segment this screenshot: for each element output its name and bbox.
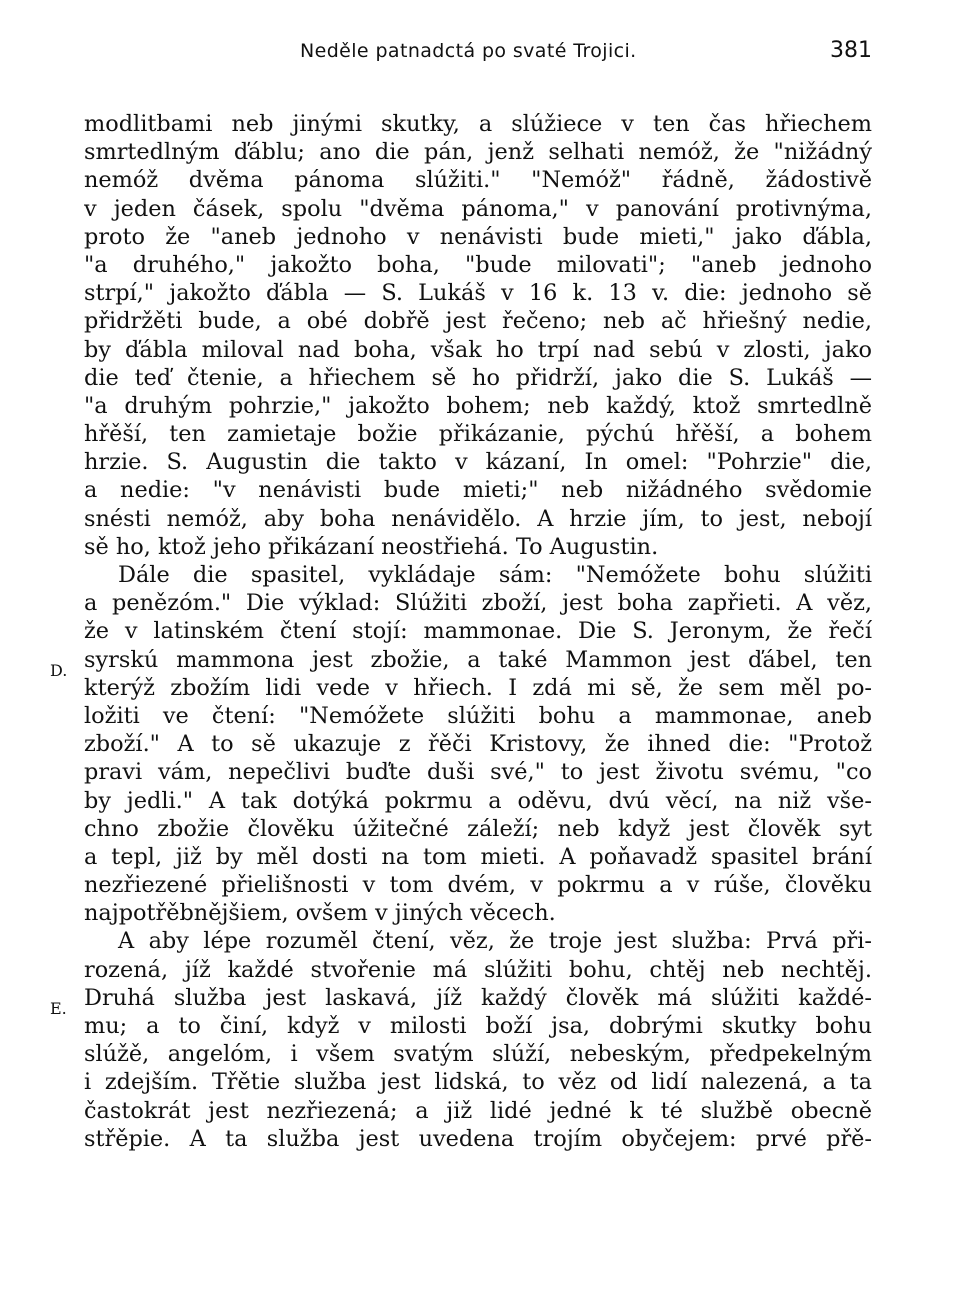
margin-mark-e: E. [50, 999, 67, 1018]
text-line: i zdejším. Třětie služba jest lidská, to věz od lidí nalezená, a ta [84, 1069, 872, 1096]
text-line: "a druhého," jakožto boha, "bude milovati"; "aneb jednoho [84, 251, 872, 278]
page-header [300, 34, 872, 74]
text-line: a nedie: "v nenávisti bude mieti;" neb nižádného svědomie [84, 477, 872, 504]
text-line: chno zbožie člověku úžitečné záleží; neb když jest člověk syt [84, 815, 872, 842]
text-line: přidržěti bude, a obé dobřě jest řečeno; neb ač hřiešný nedie, [84, 308, 872, 335]
text-line: kterýž zbožím lidi vede v hřiech. I zdá mi sě, že sem měl po- [84, 674, 872, 701]
text-line: Dále die spasitel, vykládaje sám: "Nemóžete bohu slúžiti [118, 562, 872, 588]
text-line: rozená, jíž každé stvořenie má slúžiti bohu, chtěj neb nechtěj. [84, 956, 872, 983]
running-title: Neděle patnadctá po svaté Trojici. [300, 40, 637, 62]
text-line: častokrát jest nezřiezená; a již lidé jedné k té službě obecně [84, 1097, 872, 1124]
text-line: proto že "aneb jednoho v nenávisti bude mieti," jako ďábla, [84, 223, 872, 250]
text-line: hřěší, ten zamietaje božie přikázanie, pýchú hřěší, a bohem [84, 421, 872, 448]
text-line: pravi vám, nepečlivi buďte duši své," to jest životu svému, "co [84, 759, 872, 786]
text-line: slúžě, angelóm, i všem svatým slúží, nebeským, předpekelným [84, 1041, 872, 1068]
text-line: střěpie. A ta služba jest uvedena trojím obyčejem: prvé přě- [84, 1125, 872, 1152]
text-line: a penězóm." Die výklad: Slúžiti zboží, jest boha zapřieti. A věz, [84, 590, 872, 617]
margin-mark-d: D. [50, 661, 68, 680]
text-line: A aby lépe rozuměl čtení, věz, že troje jest služba: Prvá při- [118, 928, 872, 955]
page-number: 381 [830, 38, 872, 63]
text-line: "a druhým pohrzie," jakožto bohem; neb každý, ktož smrtedlně [84, 392, 872, 419]
text-line: ložiti ve čtení: "Nemóžete slúžiti bohu a mammonae, aneb [84, 702, 872, 729]
text-line: by jedli." A tak dotýká pokrmu a oděvu, dvú věcí, na niž vše- [84, 787, 872, 814]
text-line: modlitbami neb jinými skutky, a slúžiece v ten čas hřiechem [84, 111, 872, 137]
text-line: syrskú mammona jest zbožie, a také Mammon jest ďábel, ten [84, 646, 872, 673]
text-line: že v latinském čtení stojí: mammonae. Die S. Jeronym, že řečí [84, 618, 872, 645]
text-line: najpotřěbnějšiem, ovšem v jiných věcech. [84, 900, 556, 927]
text-line: nemóž dvěma pánoma slúžiti." "Nemóž" řádně, žádostivě [84, 167, 872, 194]
text-line: Druhá služba jest laskavá, jíž každý člověk má slúžiti každé- [84, 984, 872, 1011]
text-line: by ďábla miloval nad boha, však ho trpí nad sebú v zlosti, jako [84, 336, 872, 363]
text-line: smrtedlným ďáblu; ano die pán, jenž selhati nemóž, že "nižádný [84, 139, 872, 166]
text-line: snésti nemóž, aby boha nenávidělo. A hrzie jím, to jest, nebojí [84, 505, 872, 532]
text-line: mu; a to činí, když v milosti boží jsa, dobrými skutky bohu [84, 1013, 872, 1039]
text-line: a tepl, již by měl dosti na tom mieti. A poňavadž spasitel brání [84, 843, 872, 870]
text-line: hrzie. S. Augustin die takto v kázaní, In omel: "Pohrzie" die, [84, 449, 872, 476]
text-line: die teď čtenie, a hřiechem sě ho přidrží, jako die S. Lukáš — [84, 364, 872, 391]
text-line: sě ho, ktož jeho přikázaní neostřiehá. To Augustin. [84, 533, 659, 560]
body-text [84, 110, 872, 1153]
text-line: v jeden čásek, spolu "dvěma pánoma," v panování protivnýma, [84, 195, 872, 222]
text-line: nezřiezené přielišnosti v tom dvém, v pokrmu a v rúše, člověku [84, 872, 872, 899]
text-line: zboží." A to sě ukazuje z řěči Kristovy, že ihned die: "Protož [84, 731, 872, 758]
text-line: strpí," jakožto ďábla — S. Lukáš v 16 k. 13 v. die: jednoho sě [84, 280, 872, 307]
